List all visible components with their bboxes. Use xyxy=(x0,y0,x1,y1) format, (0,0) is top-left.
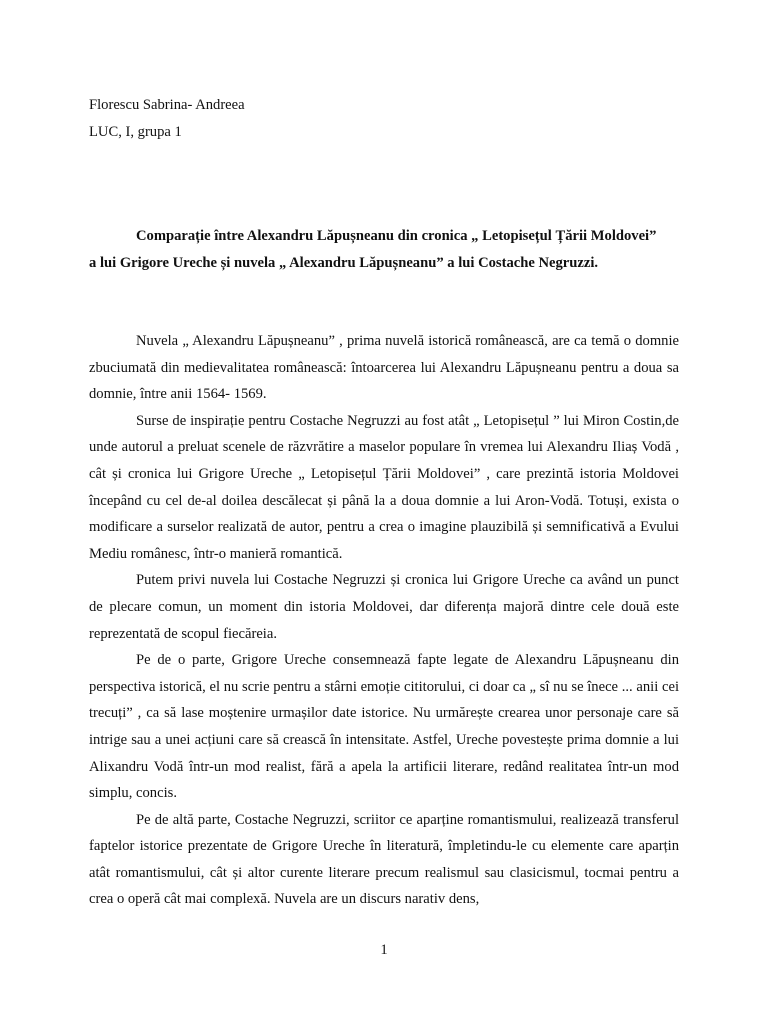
essay-title xyxy=(89,223,679,276)
page-number: 1 xyxy=(380,942,388,958)
author-block xyxy=(89,92,245,145)
body-paragraph-1: Nuvela „ Alexandru Lăpușneanu” , prima nuvelă istorică românească, are ca temă o domnie zbuciumată din medievalitatea românească: întoarcerea lui Alexandru Lăpușneanu pentru a doua sa domnie, între anii 1564- 1569. xyxy=(89,333,679,403)
title-line-2: a lui Grigore Ureche și nuvela „ Alexandru Lăpușneanu” a lui Costache Negruzzi. xyxy=(89,254,599,271)
body-paragraph-3: Putem privi nuvela lui Costache Negruzzi și cronica lui Grigore Ureche ca având un punct de plecare comun, un moment din istoria Moldovei, dar diferența majoră dintre cele două este reprezentată de scopul fiecăreia. xyxy=(89,572,679,642)
author-name: Florescu Sabrina- Andreea xyxy=(89,97,245,113)
body-paragraph-5: Pe de altă parte, Costache Negruzzi, scriitor ce aparține romantismului, realizează transferul faptelor istorice prezentate de Grigore Ureche în literatură, împletindu-le cu elemente care aparțin atât romantismului, cât și altor curente literare precum realismul sau clasicismul, tocmai pentru a crea o operă cât mai complexă. Nuvela are un discurs narativ dens, xyxy=(89,811,679,908)
title-line-1: Comparație între Alexandru Lăpușneanu din cronica „ Letopisețul Țării Moldovei” xyxy=(136,228,657,244)
essay-body xyxy=(89,328,679,913)
author-group: LUC, I, grupa 1 xyxy=(89,123,182,140)
body-paragraph-2: Surse de inspirație pentru Costache Negruzzi au fost atât „ Letopisețul ” lui Miron Costin,de unde autorul a preluat scenele de răzvrătire a maselor populare în vremea lui Alexandru Iliaș Vodă , cât și cronica lui Grigore Ureche „ Letopisețul Țării Moldovei” , care prezintă istoria Moldovei începând cu cel de-al doilea descălecat și până la a doua domnie a lui Aron-Vodă. Totuși, exista o modificare a surselor realizată de autor, pentru a crea o imagine plauzibilă și semnificativă a Evului Mediu românesc, într-o manieră romantică. xyxy=(89,412,679,562)
body-paragraph-4: Pe de o parte, Grigore Ureche consemnează fapte legate de Alexandru Lăpușneanu din perspectiva istorică, el nu scrie pentru a stârni emoție cititorului, ci doar ca „ sî nu se înece ... anii cei trecuți” , ca să lase moștenire urmașilor date istorice. Nu urmărește crearea unor personaje care să intrige sau a unei acțiuni care să crească în intensitate. Astfel, Ureche povestește prima domnie a lui Alixandru Vodă într-un mod realist, fără a apela la artificii literare, redând realitatea într-un mod simplu, concis. xyxy=(89,652,679,802)
